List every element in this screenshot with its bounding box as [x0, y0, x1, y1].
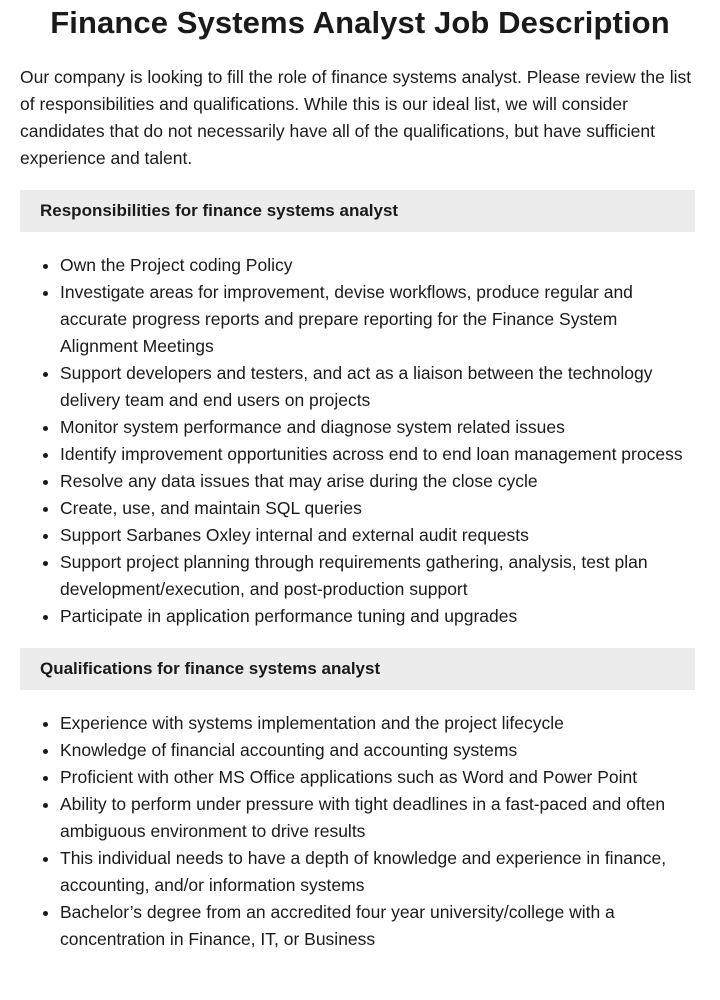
list-item: • Own the Project coding Policy	[60, 252, 695, 279]
list-item: • Support Sarbanes Oxley internal and external audit requests	[60, 522, 695, 549]
list-item: • Proficient with other MS Office applications such as Word and Power Point	[60, 764, 695, 791]
list-item: • Experience with systems implementation and the project lifecycle	[60, 710, 695, 737]
qualifications-list	[20, 710, 695, 953]
qualifications-heading: Qualifications for finance systems analyst	[20, 648, 695, 690]
intro-paragraph: Our company is looking to fill the role of finance systems analyst. Please review the list of responsibilities and qualifications. While this is our ideal list, we will consider candidates that do not necessarily have all of the qualifications, but have sufficient experience and talent.	[20, 67, 692, 168]
responsibilities-heading: Responsibilities for finance systems analyst	[20, 190, 695, 232]
list-item: • Investigate areas for improvement, devise workflows, produce regular and accurate progress reports and prepare reporting for the Finance System Alignment Meetings	[60, 279, 695, 360]
list-item: • Monitor system performance and diagnose system related issues	[60, 414, 695, 441]
list-item: • Support developers and testers, and act as a liaison between the technology delivery team and end users on projects	[60, 360, 695, 414]
list-item: • Participate in application performance tuning and upgrades	[60, 603, 695, 630]
list-item: • Identify improvement opportunities across end to end loan management process	[60, 441, 695, 468]
list-item: • Create, use, and maintain SQL queries	[60, 495, 695, 522]
page-title: Finance Systems Analyst Job Description	[50, 5, 670, 40]
list-item: • Support project planning through requirements gathering, analysis, test plan development/execution, and post-production support	[60, 549, 695, 603]
responsibilities-list	[20, 252, 695, 630]
list-item: • Knowledge of financial accounting and accounting systems	[60, 737, 695, 764]
list-item: • Ability to perform under pressure with tight deadlines in a fast-paced and often ambiguous environment to drive results	[60, 791, 695, 845]
list-item: • This individual needs to have a depth of knowledge and experience in finance, accounting, and/or information systems	[60, 845, 695, 899]
list-item: • Resolve any data issues that may arise during the close cycle	[60, 468, 695, 495]
list-item: • Bachelor’s degree from an accredited four year university/college with a concentration in Finance, IT, or Business	[60, 899, 695, 953]
